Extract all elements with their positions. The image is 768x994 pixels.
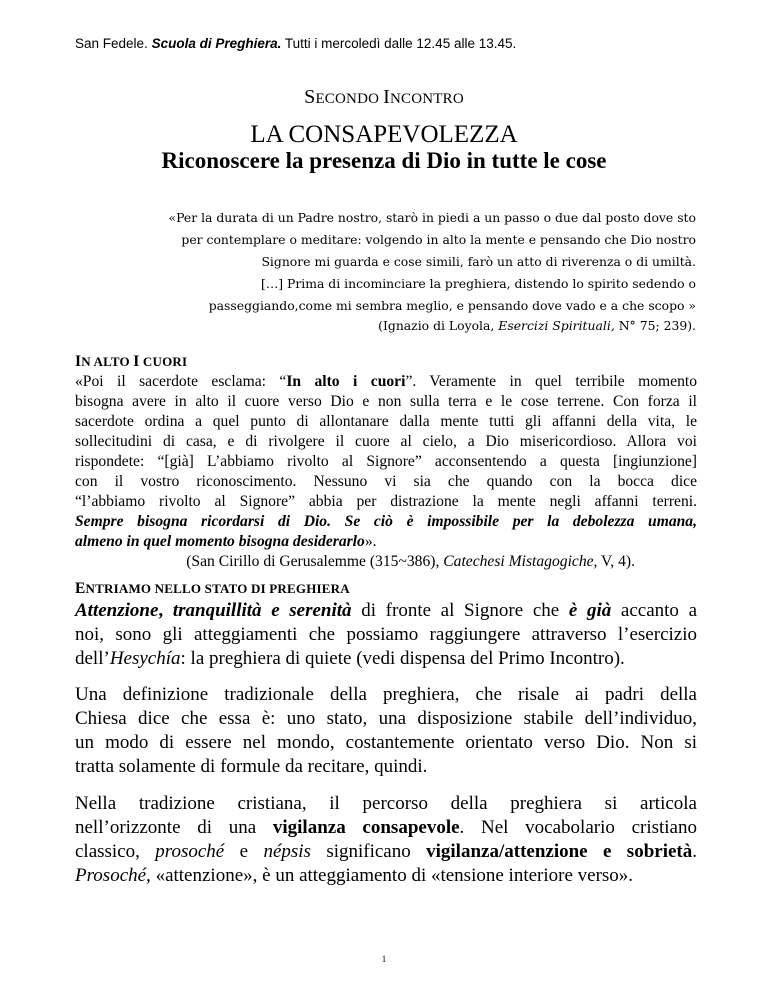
heading-initial: I bbox=[75, 353, 82, 370]
section-1-citation bbox=[75, 552, 697, 572]
citation-author: (San Cirillo di Gerusalemme (315~386), bbox=[186, 553, 444, 570]
section-2-paragraph-1 bbox=[75, 599, 697, 671]
text-line: bisogna avere in alto il cuore verso Dio e non sulla terra e le cose terrene. Con forza il bbox=[75, 393, 697, 410]
bold-span: In alto i cuori bbox=[286, 373, 406, 390]
heading-initial: E bbox=[75, 580, 86, 597]
heading-text: CUORI bbox=[139, 354, 188, 369]
opening-quote bbox=[112, 207, 696, 317]
header-school-name: Scuola di Preghiera. bbox=[151, 36, 282, 51]
quote-citation bbox=[378, 318, 696, 333]
text-line bbox=[75, 532, 697, 552]
session-rest-2: NCONTRO bbox=[389, 91, 464, 107]
citation-reference: V, 4). bbox=[597, 553, 635, 570]
quote-line: «Per la durata di un Padre nostro, starò in piedi a un passo o due dal posto dove sto bbox=[168, 210, 696, 225]
section-1-text bbox=[75, 372, 697, 572]
text-span: «attenzione», è un atteggiamento di «tensione interiore verso». bbox=[150, 865, 634, 886]
session-initial-2: I bbox=[383, 86, 390, 108]
text-span: «Poi il sacerdote esclama: “ bbox=[75, 373, 287, 390]
text-span: di fronte al Signore che bbox=[351, 600, 569, 621]
section-heading-entriamo bbox=[75, 580, 350, 598]
text-span: . bbox=[692, 841, 697, 862]
italic-span: prosoché bbox=[155, 841, 225, 862]
citation-author: (Ignazio di Loyola, bbox=[378, 318, 499, 333]
page-subtitle: Riconoscere la presenza di Dio in tutte le cose bbox=[161, 148, 607, 173]
text-line bbox=[75, 512, 697, 532]
text-line: tratta solamente di formule da recitare, quindi. bbox=[75, 756, 428, 777]
bold-italic-span: Attenzione bbox=[75, 600, 159, 621]
text-span: accanto a bbox=[611, 600, 697, 621]
page-number: 1 bbox=[381, 954, 387, 964]
bold-span: , bbox=[158, 600, 173, 621]
bold-italic-span: Sempre bisogna ricordarsi di Dio. Se ciò è impossibile per la debolezza umana, bbox=[75, 513, 697, 530]
text-line: Nella tradizione cristiana, il percorso della preghiera si articola bbox=[75, 793, 697, 814]
quote-line: per contemplare o meditare: volgendo in alto la mente e pensando che Dio nostro bbox=[181, 232, 696, 247]
heading-initial: I bbox=[133, 353, 140, 370]
citation-work: Catechesi Mistagogiche, bbox=[443, 553, 598, 570]
text-line bbox=[75, 647, 697, 671]
text-line: un modo di essere nel mondo, costantemente orientato verso Dio. Non si bbox=[75, 732, 697, 753]
text-line: Una definizione tradizionale della preghiera, che risale ai padri della bbox=[75, 684, 697, 705]
italic-span: népsis bbox=[263, 841, 311, 862]
text-span: significano bbox=[310, 841, 427, 862]
text-line bbox=[75, 864, 697, 888]
text-span: classico, bbox=[75, 841, 156, 862]
section-heading-in-alto bbox=[75, 353, 187, 371]
bold-italic-span: tranquillità e serenità bbox=[172, 600, 352, 621]
quote-line: passeggiando,come mi sembra meglio, e pensando dove vado e a che scopo » bbox=[208, 298, 696, 313]
italic-span: Prosoché, bbox=[75, 865, 151, 886]
bold-span: vigilanza consapevole bbox=[272, 817, 460, 838]
text-line: Chiesa dice che essa è: uno stato, una disposizione stabile dell’individuo, bbox=[75, 708, 697, 729]
citation-work: Esercizi Spirituali, bbox=[498, 318, 615, 333]
heading-text: NTRIAMO NELLO STATO DI PREGHIERA bbox=[85, 581, 350, 596]
text-span: dell’ bbox=[75, 648, 110, 669]
text-span: : la preghiera di quiete (vedi dispensa del Primo Incontro). bbox=[180, 648, 625, 669]
header-schedule: Tutti i mercoledì dalle 12.45 alle 13.45. bbox=[281, 36, 517, 51]
session-title bbox=[0, 86, 768, 109]
session-initial-1: S bbox=[304, 86, 316, 108]
text-line bbox=[75, 372, 697, 392]
bold-italic-span: è già bbox=[568, 600, 612, 621]
section-2-paragraph-2 bbox=[75, 683, 697, 779]
heading-text: N ALTO bbox=[81, 354, 134, 369]
text-span: e bbox=[224, 841, 264, 862]
text-line: sacerdote ordina a quel punto di allontanare dalla mente tutti gli affanni della vita, le bbox=[75, 413, 697, 430]
text-line bbox=[75, 816, 697, 840]
session-rest-1: ECONDO bbox=[315, 91, 384, 107]
page-header bbox=[75, 36, 516, 51]
bold-italic-span: almeno in quel momento bisogna desiderarlo bbox=[75, 533, 365, 550]
bold-span: vigilanza/attenzione e sobrietà bbox=[426, 841, 693, 862]
text-line: con il vostro riconoscimento. Nessuno vi sia che quando con la bocca dice bbox=[75, 473, 697, 490]
text-span: . Nel vocabolario cristiano bbox=[459, 817, 697, 838]
text-span: ”. Veramente in quel terribile momento bbox=[405, 373, 698, 390]
text-line: “l’abbiamo rivolto al Signore” abbia per distrazione la mente negli affanni terreni. bbox=[75, 493, 697, 510]
text-line bbox=[75, 599, 697, 623]
text-span: ». bbox=[364, 533, 377, 550]
section-2-paragraph-3 bbox=[75, 792, 697, 888]
text-line bbox=[75, 840, 697, 864]
text-span: nell’orizzonte di una bbox=[75, 817, 273, 838]
quote-line: Signore mi guarda e cose simili, farò un atto di riverenza o di umiltà. bbox=[261, 254, 696, 269]
header-prefix: San Fedele. bbox=[75, 36, 152, 51]
page-title: LA CONSAPEVOLEZZA bbox=[250, 121, 518, 148]
italic-span: Hesychía bbox=[109, 648, 181, 669]
quote-line: […] Prima di incominciare la preghiera, distendo lo spirito sedendo o bbox=[261, 276, 696, 291]
text-line: noi, sono gli atteggiamenti che possiamo raggiungere attraverso l’esercizio bbox=[75, 624, 697, 645]
text-line: sollecitudini di casa, e di rivolgere il cuore al cielo, a Dio misericordioso. Allora voi bbox=[75, 433, 697, 450]
text-line: rispondete: “[già] L’abbiamo rivolto al Signore” acconsentendo a questa [ingiunzione] bbox=[75, 453, 697, 470]
citation-reference: N° 75; 239). bbox=[614, 318, 696, 333]
